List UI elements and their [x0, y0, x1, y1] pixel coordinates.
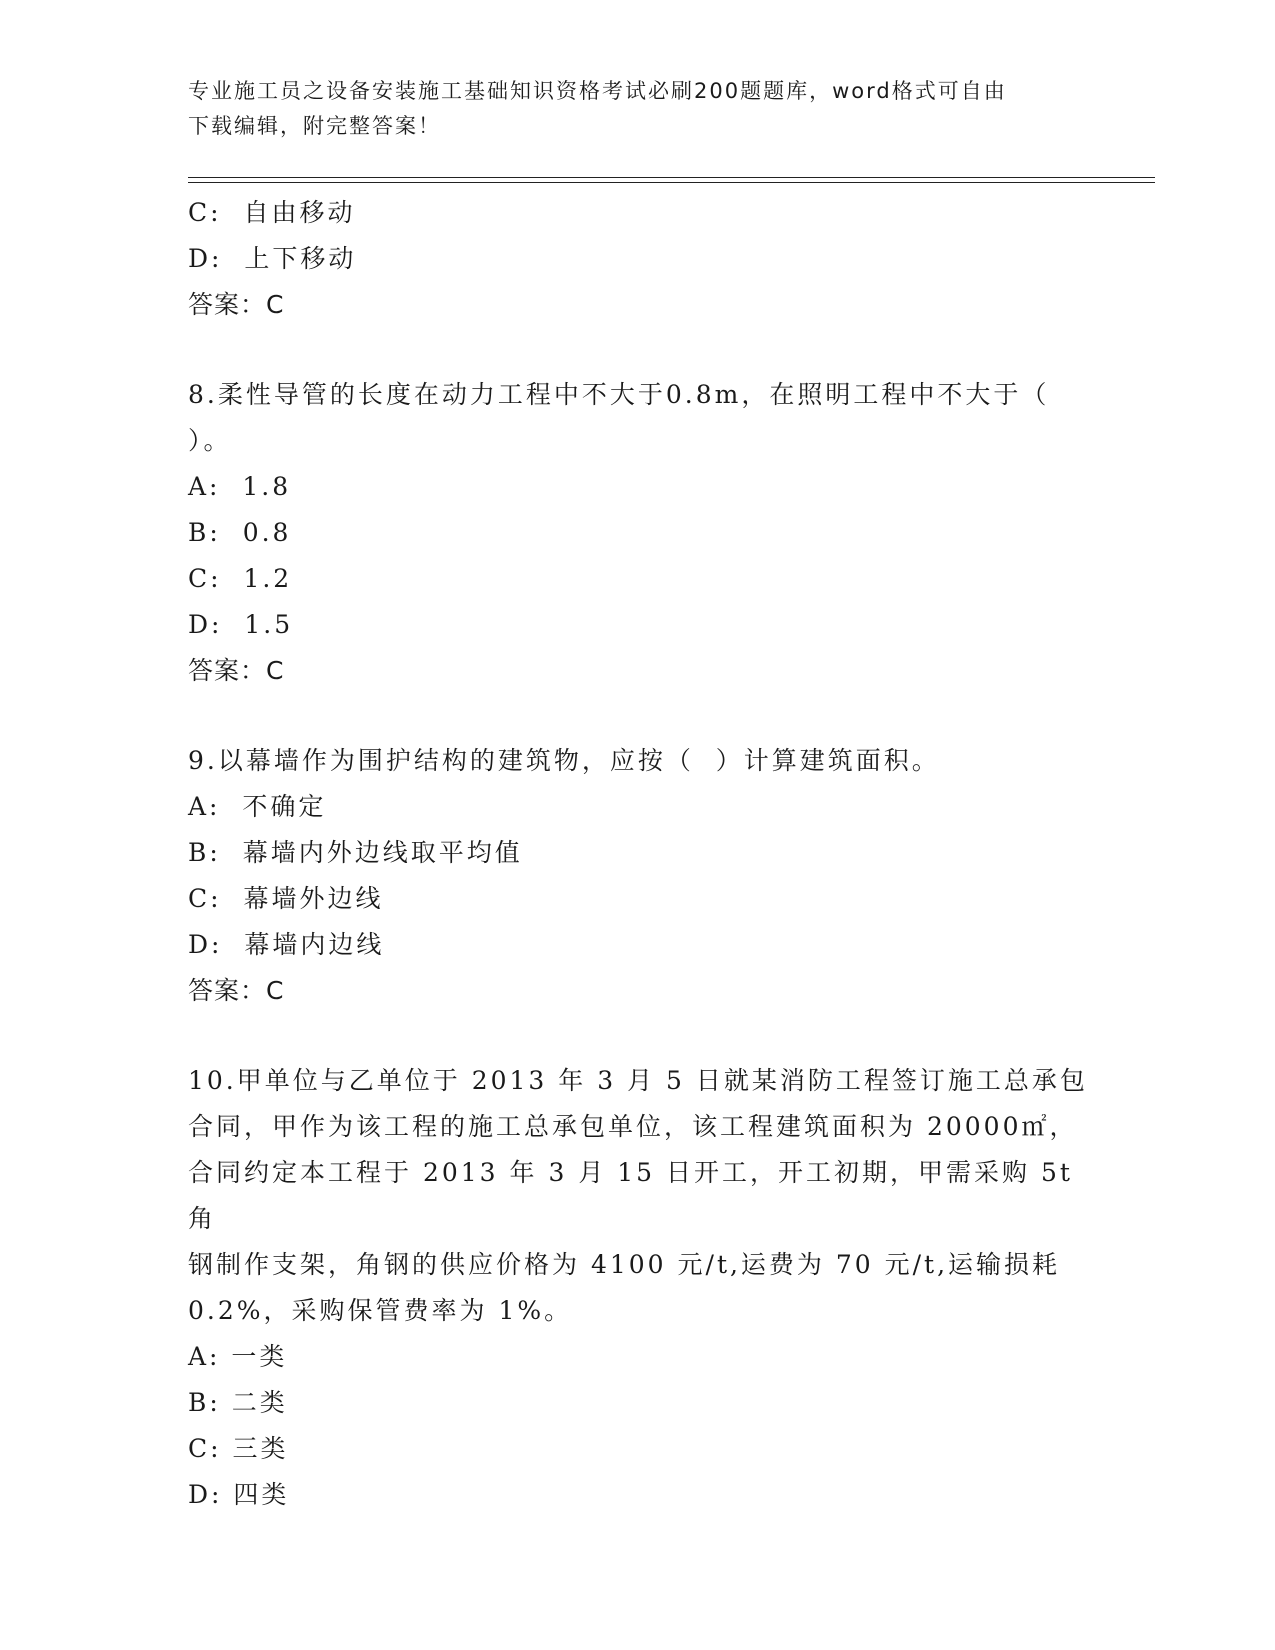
- document-header: [188, 74, 1068, 144]
- option-d: D: 上下移动: [188, 244, 357, 273]
- option-a: A: 一类: [188, 1342, 288, 1371]
- question-9: [188, 738, 1088, 1014]
- option-a: A: 1.8: [188, 472, 292, 501]
- question-stem: 8.柔性导管的长度在动力工程中不大于0.8m，在照明工程中不大于（: [188, 380, 1050, 409]
- option-b: B: 0.8: [188, 518, 292, 547]
- question-stem-line-2: 合同，甲作为该工程的施工总承包单位，该工程建筑面积为 20000㎡，: [188, 1112, 1078, 1141]
- option-c: C: 幕墙外边线: [188, 884, 384, 913]
- question-10: [188, 1058, 1088, 1518]
- option-d: D: 四类: [188, 1480, 290, 1509]
- question-stem-line-3: 合同约定本工程于 2013 年 3 月 15 日开工，开工初期，甲需采购 5t 角: [188, 1158, 1073, 1233]
- header-divider-top: [188, 177, 1155, 178]
- question-stem-line-5: 0.2%，采购保管费率为 1%。: [188, 1296, 573, 1325]
- option-b: B: 二类: [188, 1388, 288, 1417]
- option-c: C: 1.2: [188, 564, 293, 593]
- question-stem-cont: ）。: [188, 426, 232, 455]
- answer-line: 答案：C: [188, 290, 285, 319]
- option-a: A: 不确定: [188, 792, 327, 821]
- header-line-1: 专业施工员之设备安装施工基础知识资格考试必刷200题题库，word格式可自由: [188, 79, 1007, 103]
- question-stem-line-1: 10.甲单位与乙单位于 2013 年 3 月 5 日就某消防工程签订施工总承包: [188, 1066, 1088, 1095]
- previous-question-tail: [188, 190, 1088, 328]
- option-c: C: 自由移动: [188, 198, 356, 227]
- answer-line: 答案：C: [188, 976, 285, 1005]
- answer-line: 答案：C: [188, 656, 285, 685]
- question-stem-line-4: 钢制作支架，角钢的供应价格为 4100 元/t,运费为 70 元/t,运输损耗: [188, 1250, 1061, 1279]
- option-b: B: 幕墙内外边线取平均值: [188, 838, 523, 867]
- option-c: C: 三类: [188, 1434, 289, 1463]
- question-8: [188, 372, 1088, 694]
- document-body: [188, 190, 1088, 1518]
- question-stem: 9.以幕墙作为围护结构的建筑物，应按（ ）计算建筑面积。: [188, 746, 940, 775]
- option-d: D: 1.5: [188, 610, 294, 639]
- header-line-2: 下载编辑，附完整答案！: [188, 114, 441, 138]
- option-d: D: 幕墙内边线: [188, 930, 385, 959]
- header-divider-bottom: [188, 182, 1155, 183]
